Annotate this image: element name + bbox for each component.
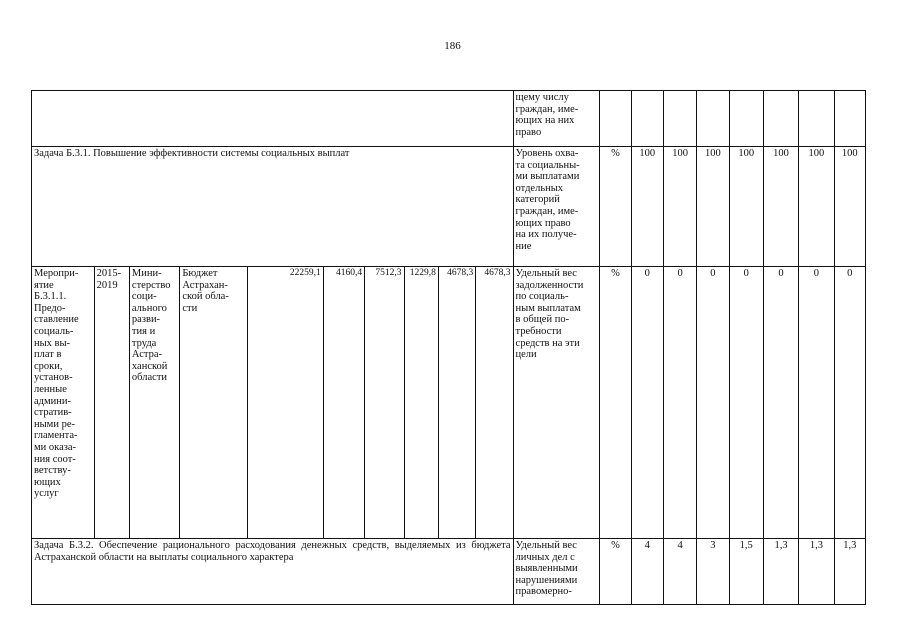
text-line: 2015- (96, 268, 122, 279)
value-cell (799, 91, 834, 147)
text-line: выявленными (515, 563, 578, 575)
unit-b311: % (600, 267, 631, 539)
value-b31: 100 (663, 147, 696, 267)
value-b311: 0 (729, 267, 763, 539)
text-line: сти (182, 302, 198, 314)
value-b32: 3 (697, 539, 729, 605)
continued-empty-cell (32, 91, 514, 147)
funding-year: 7512,3 (365, 267, 404, 539)
text-line: гламента- (34, 430, 78, 442)
text-line: граждан, име- (515, 205, 579, 217)
unit-cell (600, 91, 631, 147)
text-line: ющих (34, 476, 61, 488)
value-b31: 100 (729, 147, 763, 267)
text-line: ленные (34, 383, 67, 395)
task-row-b32 (32, 539, 866, 605)
text-line: плат в (34, 349, 62, 361)
unit-b31: % (600, 147, 631, 267)
value-b32: 1,3 (799, 539, 834, 605)
text-line: ных вы- (34, 337, 71, 349)
indicator-b311 (513, 267, 600, 539)
text-line: Меропри- (34, 268, 79, 279)
text-line: ными ре- (34, 418, 75, 430)
text-line: стратив- (34, 407, 72, 419)
text-line: сроки, (34, 360, 63, 372)
text-line: право (515, 126, 542, 138)
continued-row (32, 91, 866, 147)
value-b32: 4 (663, 539, 696, 605)
text-line: правомерно- (515, 586, 572, 598)
text-line: соци- (131, 291, 157, 303)
funding-year: 1229,8 (404, 267, 438, 539)
funding-year: 4678,3 (438, 267, 475, 539)
text-line: тия и (131, 325, 156, 337)
measure-row-b311 (32, 267, 866, 539)
unit-b32: % (600, 539, 631, 605)
value-cell (763, 91, 798, 147)
task-title-b31: Задача Б.3.1. Повышение эффективности системы социальных выплат (32, 147, 514, 267)
text-line: Уровень охва- (515, 148, 579, 159)
indicator-b31 (513, 147, 600, 267)
text-line: Удельный вес (515, 268, 577, 279)
funding-total: 22259,1 (248, 267, 324, 539)
text-line: щему числу (515, 92, 569, 103)
text-line: средств на эти (515, 337, 580, 349)
value-b32: 1,3 (834, 539, 865, 605)
value-b32: 1,5 (729, 539, 763, 605)
page-number: 186 (444, 40, 461, 52)
text-line: требности (515, 325, 562, 337)
value-cell (729, 91, 763, 147)
text-line: Астрахан- (182, 279, 228, 291)
text-line: услуг (34, 488, 59, 500)
text-line: Предо- (34, 302, 66, 314)
value-b311: 0 (631, 267, 663, 539)
text-line: задолженности (515, 279, 584, 291)
measure-period (94, 267, 129, 539)
text-line: ния соот- (34, 453, 76, 465)
value-cell (834, 91, 865, 147)
value-cell (631, 91, 663, 147)
text-line: ального (131, 302, 167, 314)
text-line: категорий (515, 194, 560, 206)
text-line: 2019 (96, 279, 118, 291)
value-b31: 100 (697, 147, 729, 267)
text-line: ми оказа- (34, 441, 77, 453)
measure-funding-source (180, 267, 248, 539)
text-line: ставление (34, 314, 79, 326)
text-line: нарушениями (515, 574, 578, 586)
value-b311: 0 (799, 267, 834, 539)
text-line: Мини- (131, 268, 162, 279)
value-b32: 1,3 (763, 539, 798, 605)
text-line: ние (515, 240, 532, 252)
measure-executor (129, 267, 179, 539)
funding-year: 4160,4 (323, 267, 364, 539)
text-line: Бюджет (182, 268, 218, 279)
value-b311: 0 (663, 267, 696, 539)
text-line: ющих на них (515, 115, 575, 127)
value-b31: 100 (631, 147, 663, 267)
value-b311: 0 (697, 267, 729, 539)
text-line: социаль- (34, 325, 74, 337)
text-line: та социальны- (515, 159, 580, 171)
text-line: ми выплатами (515, 171, 580, 183)
text-line: граждан, име- (515, 103, 579, 115)
text-line: отдельных (515, 182, 564, 194)
measure-name (32, 267, 95, 539)
text-line: стерство (131, 279, 171, 291)
text-line: по социаль- (515, 291, 569, 303)
text-line: в общей по- (515, 314, 570, 326)
continued-indicator-cell (513, 91, 600, 147)
value-b31: 100 (834, 147, 865, 267)
value-cell (697, 91, 729, 147)
text-line: разви- (131, 314, 161, 326)
text-line: Б.3.1.1. (34, 291, 67, 303)
text-line: ской обла- (182, 291, 229, 303)
program-table (31, 90, 866, 605)
text-line: ятие (34, 279, 54, 291)
text-line: ветству- (34, 465, 71, 477)
text-line: личных дел с (515, 551, 575, 563)
text-line: на их получе- (515, 229, 577, 241)
text-line: труда (131, 337, 157, 349)
value-b311: 0 (834, 267, 865, 539)
text-line: ющих право (515, 217, 571, 229)
value-cell (663, 91, 696, 147)
text-line: области (131, 372, 168, 384)
text-line: установ- (34, 372, 73, 384)
text-line: админи- (34, 395, 72, 407)
value-b311: 0 (763, 267, 798, 539)
value-b32: 4 (631, 539, 663, 605)
text-line: Удельный вес (515, 540, 577, 551)
funding-year: 4678,3 (476, 267, 513, 539)
indicator-b32 (513, 539, 600, 605)
task-row-b31 (32, 147, 866, 267)
task-title-b32: Задача Б.3.2. Обеспечение рационального расходования денежных средств, выделяемых из бюджета Астраханской области на выплаты социального характера (32, 539, 514, 605)
value-b31: 100 (799, 147, 834, 267)
text-line: Астра- (131, 349, 163, 361)
text-line: ным выплатам (515, 302, 581, 314)
value-b31: 100 (763, 147, 798, 267)
text-line: цели (515, 349, 537, 361)
text-line: ханской (131, 360, 168, 372)
